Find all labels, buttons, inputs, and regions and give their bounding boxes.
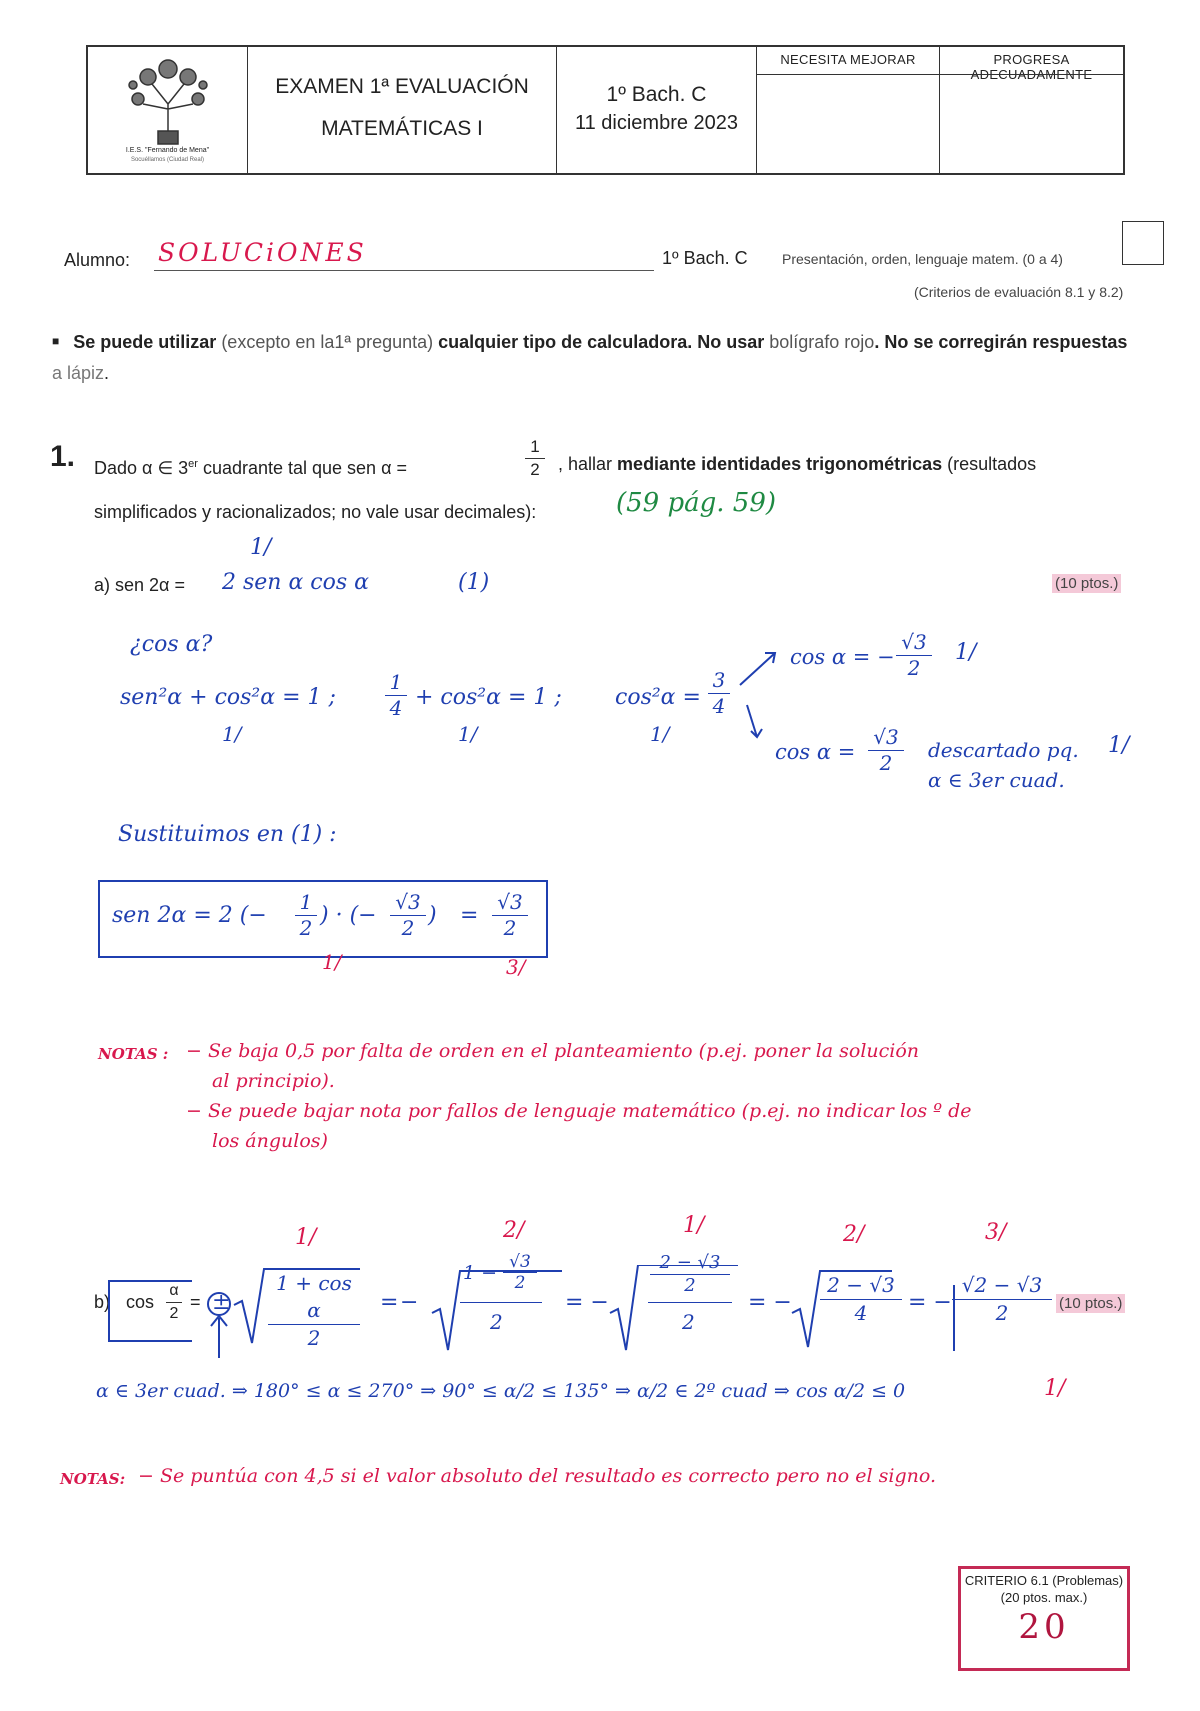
header-group: 1º Bach. C (606, 83, 707, 106)
question-text-2: , hallar mediante identidades trigonométricas (resultados (558, 454, 1037, 474)
cos-negative-pts: 1/ (955, 640, 977, 665)
a-tick: 1/ (250, 535, 272, 560)
notes-label: NOTAS : (98, 1045, 169, 1063)
identity-3: cos²α = (615, 685, 701, 710)
cos-positive-fraction: √3 2 (868, 725, 904, 776)
progresses-label: PROGRESA ADECUADAMENTE (970, 52, 1093, 82)
b-step-3-den: 2 (682, 1310, 695, 1334)
school-logo-icon (88, 49, 248, 149)
result-lhs: sen 2α = 2 (− (112, 903, 267, 928)
substitute-label: Sustituimos en (1) : (118, 822, 337, 847)
identity-1: sen²α + cos²α = 1 ; (120, 685, 336, 710)
cos-question: ¿cos α? (130, 632, 213, 657)
b-step-1: 1 + cos α 2 (268, 1270, 360, 1352)
cos-negative-fraction: √3 2 (896, 630, 932, 681)
name-underline (154, 270, 654, 271)
b-step-2-den: 2 (490, 1310, 503, 1334)
student-group: 1º Bach. C (662, 248, 748, 268)
student-label: Alumno: (64, 250, 131, 270)
result-pts-2: 3/ (506, 955, 526, 979)
b-neg-2: = − (565, 1290, 609, 1315)
presentation-label: Presentación, orden, lenguaje matem. (0 a 4) (782, 251, 1063, 267)
note-1b: al principio). (212, 1070, 335, 1092)
result-mid: ) · (− (320, 903, 377, 928)
b-step-2-inner: √3 2 (503, 1252, 537, 1293)
cos-negative: cos α = − (790, 645, 895, 669)
part-b-points: (10 ptos.) (1056, 1295, 1125, 1313)
part-a-identity: 2 sen α cos α (222, 570, 370, 595)
b-reason: α ∈ 3er cuad. ⇒ 180° ≤ α ≤ 270° ⇒ 90° ≤ α/2 ≤ 135° ⇒ α/2 ∈ 2º cuad ⇒ cos α/2 ≤ 0 (96, 1380, 906, 1402)
student-name: SOLUCiONES (158, 238, 367, 267)
result-fraction-2: √3 2 (390, 890, 426, 941)
b-neg-4: = − (908, 1290, 952, 1315)
part-a-points: (10 ptos.) (1052, 575, 1121, 593)
note-2b: los ángulos) (212, 1130, 328, 1152)
criterion-title: CRITERIO 6.1 (Problemas) (964, 1573, 1124, 1588)
header-table (86, 45, 1125, 175)
sin-fraction: 1 2 (525, 436, 545, 481)
criterion-max: (20 ptos. max.) (1000, 1590, 1088, 1605)
notes2-label: NOTAS: (60, 1470, 126, 1488)
b-neg-3: = − (748, 1290, 792, 1315)
identity-pts-1: 1/ (222, 722, 242, 746)
b-pts-1: 1/ (295, 1225, 317, 1250)
b-pts-2: 2/ (503, 1218, 525, 1243)
note-3: − Se puntúa con 4,5 si el valor absoluto del resultado es correcto pero no el signo. (138, 1465, 936, 1487)
b-step-2-top: 1 − (463, 1262, 498, 1284)
result-equals: = (460, 903, 479, 928)
result-close: ) (428, 903, 437, 928)
needs-improvement-label: NECESITA MEJORAR (780, 52, 916, 67)
b-step-3-num: 2 − √3 2 (650, 1252, 730, 1297)
b-step-5: √2 − √3 2 (952, 1272, 1052, 1327)
part-a-mark: (1) (458, 570, 490, 595)
b-lhs: cos (126, 1292, 155, 1312)
instructions: ■ Se puede utilizar (excepto en la1ª pregunta) cualquier tipo de calculadora. No usar bolígrafo rojo. No se corregirán respuestas a lápiz. (52, 332, 1128, 383)
exam-date: 11 diciembre 2023 (574, 112, 739, 134)
identity-pts-3: 1/ (650, 722, 670, 746)
bullet: ■ (52, 334, 60, 348)
book-reference: (59 pág. 59) (616, 488, 777, 518)
branch-arrows-icon (735, 645, 795, 745)
criterion-box (958, 1566, 1130, 1671)
b-equals: = (190, 1292, 201, 1312)
b-pts-3: 1/ (683, 1213, 705, 1238)
needs-improvement-cell (757, 47, 940, 173)
b-pts-5: 3/ (985, 1220, 1007, 1245)
cos-positive: cos α = (775, 740, 856, 764)
b-step-2-bar (460, 1302, 542, 1303)
identity-fraction-1: 1 4 (385, 670, 407, 721)
progresses-cell (940, 47, 1123, 173)
identity-pts-2: 1/ (458, 722, 478, 746)
note-1a: − Se baja 0,5 por falta de orden en el planteamiento (p.ej. poner la solución (186, 1040, 920, 1062)
part-b-label: b) (94, 1292, 111, 1312)
part-a-label: a) sen 2α = (94, 575, 185, 595)
result-fraction-final: √3 2 (492, 890, 528, 941)
b-step-3-bar (648, 1302, 732, 1303)
identity-2: + cos²α = 1 ; (415, 685, 562, 710)
sign-circle-arrow-icon (205, 1284, 235, 1364)
subject-title: MATEMÁTICAS I (321, 117, 483, 140)
result-pts-1: 1/ (322, 950, 342, 974)
school-location: Socuéllamos (Ciudad Real) (130, 157, 205, 163)
criteria-label: (Criterios de evaluación 8.1 y 8.2) (914, 284, 1124, 300)
cos-positive-pts: 1/ (1108, 733, 1130, 758)
exam-title: EXAMEN 1ª EVALUACIÓN (275, 75, 529, 98)
b-step-4: 2 − √3 4 (820, 1272, 902, 1327)
school-name: I.E.S. "Fernando de Mena" (125, 147, 210, 154)
group-cell (557, 47, 757, 173)
title-cell (248, 47, 557, 173)
identity-fraction-3: 3 4 (708, 668, 730, 719)
question-number: 1. (50, 440, 76, 473)
cos-positive-reason-1: descartado pq. (928, 738, 1079, 762)
logo-cell (88, 47, 248, 173)
b-neg-1: − (400, 1290, 419, 1315)
result-fraction-1: 1 2 (295, 890, 317, 941)
cos-positive-reason-2: α ∈ 3er cuad. (928, 768, 1065, 792)
note-2a: − Se puede bajar nota por fallos de lenguaje matemático (p.ej. no indicar los º de (186, 1100, 972, 1122)
b-reason-pts: 1/ (1044, 1376, 1066, 1401)
b-sign: ± (212, 1290, 231, 1315)
presentation-box (1122, 221, 1164, 265)
question-text-3: simplificados y racionalizados; no vale usar decimales): (94, 502, 537, 522)
criterion-score: 20 (1018, 1607, 1070, 1647)
question-text-1: Dado α ∈ 3er cuadrante tal que sen α = (94, 458, 407, 478)
b-pts-4: 2/ (843, 1222, 865, 1247)
b-half-fraction: α 2 (166, 1280, 182, 1325)
